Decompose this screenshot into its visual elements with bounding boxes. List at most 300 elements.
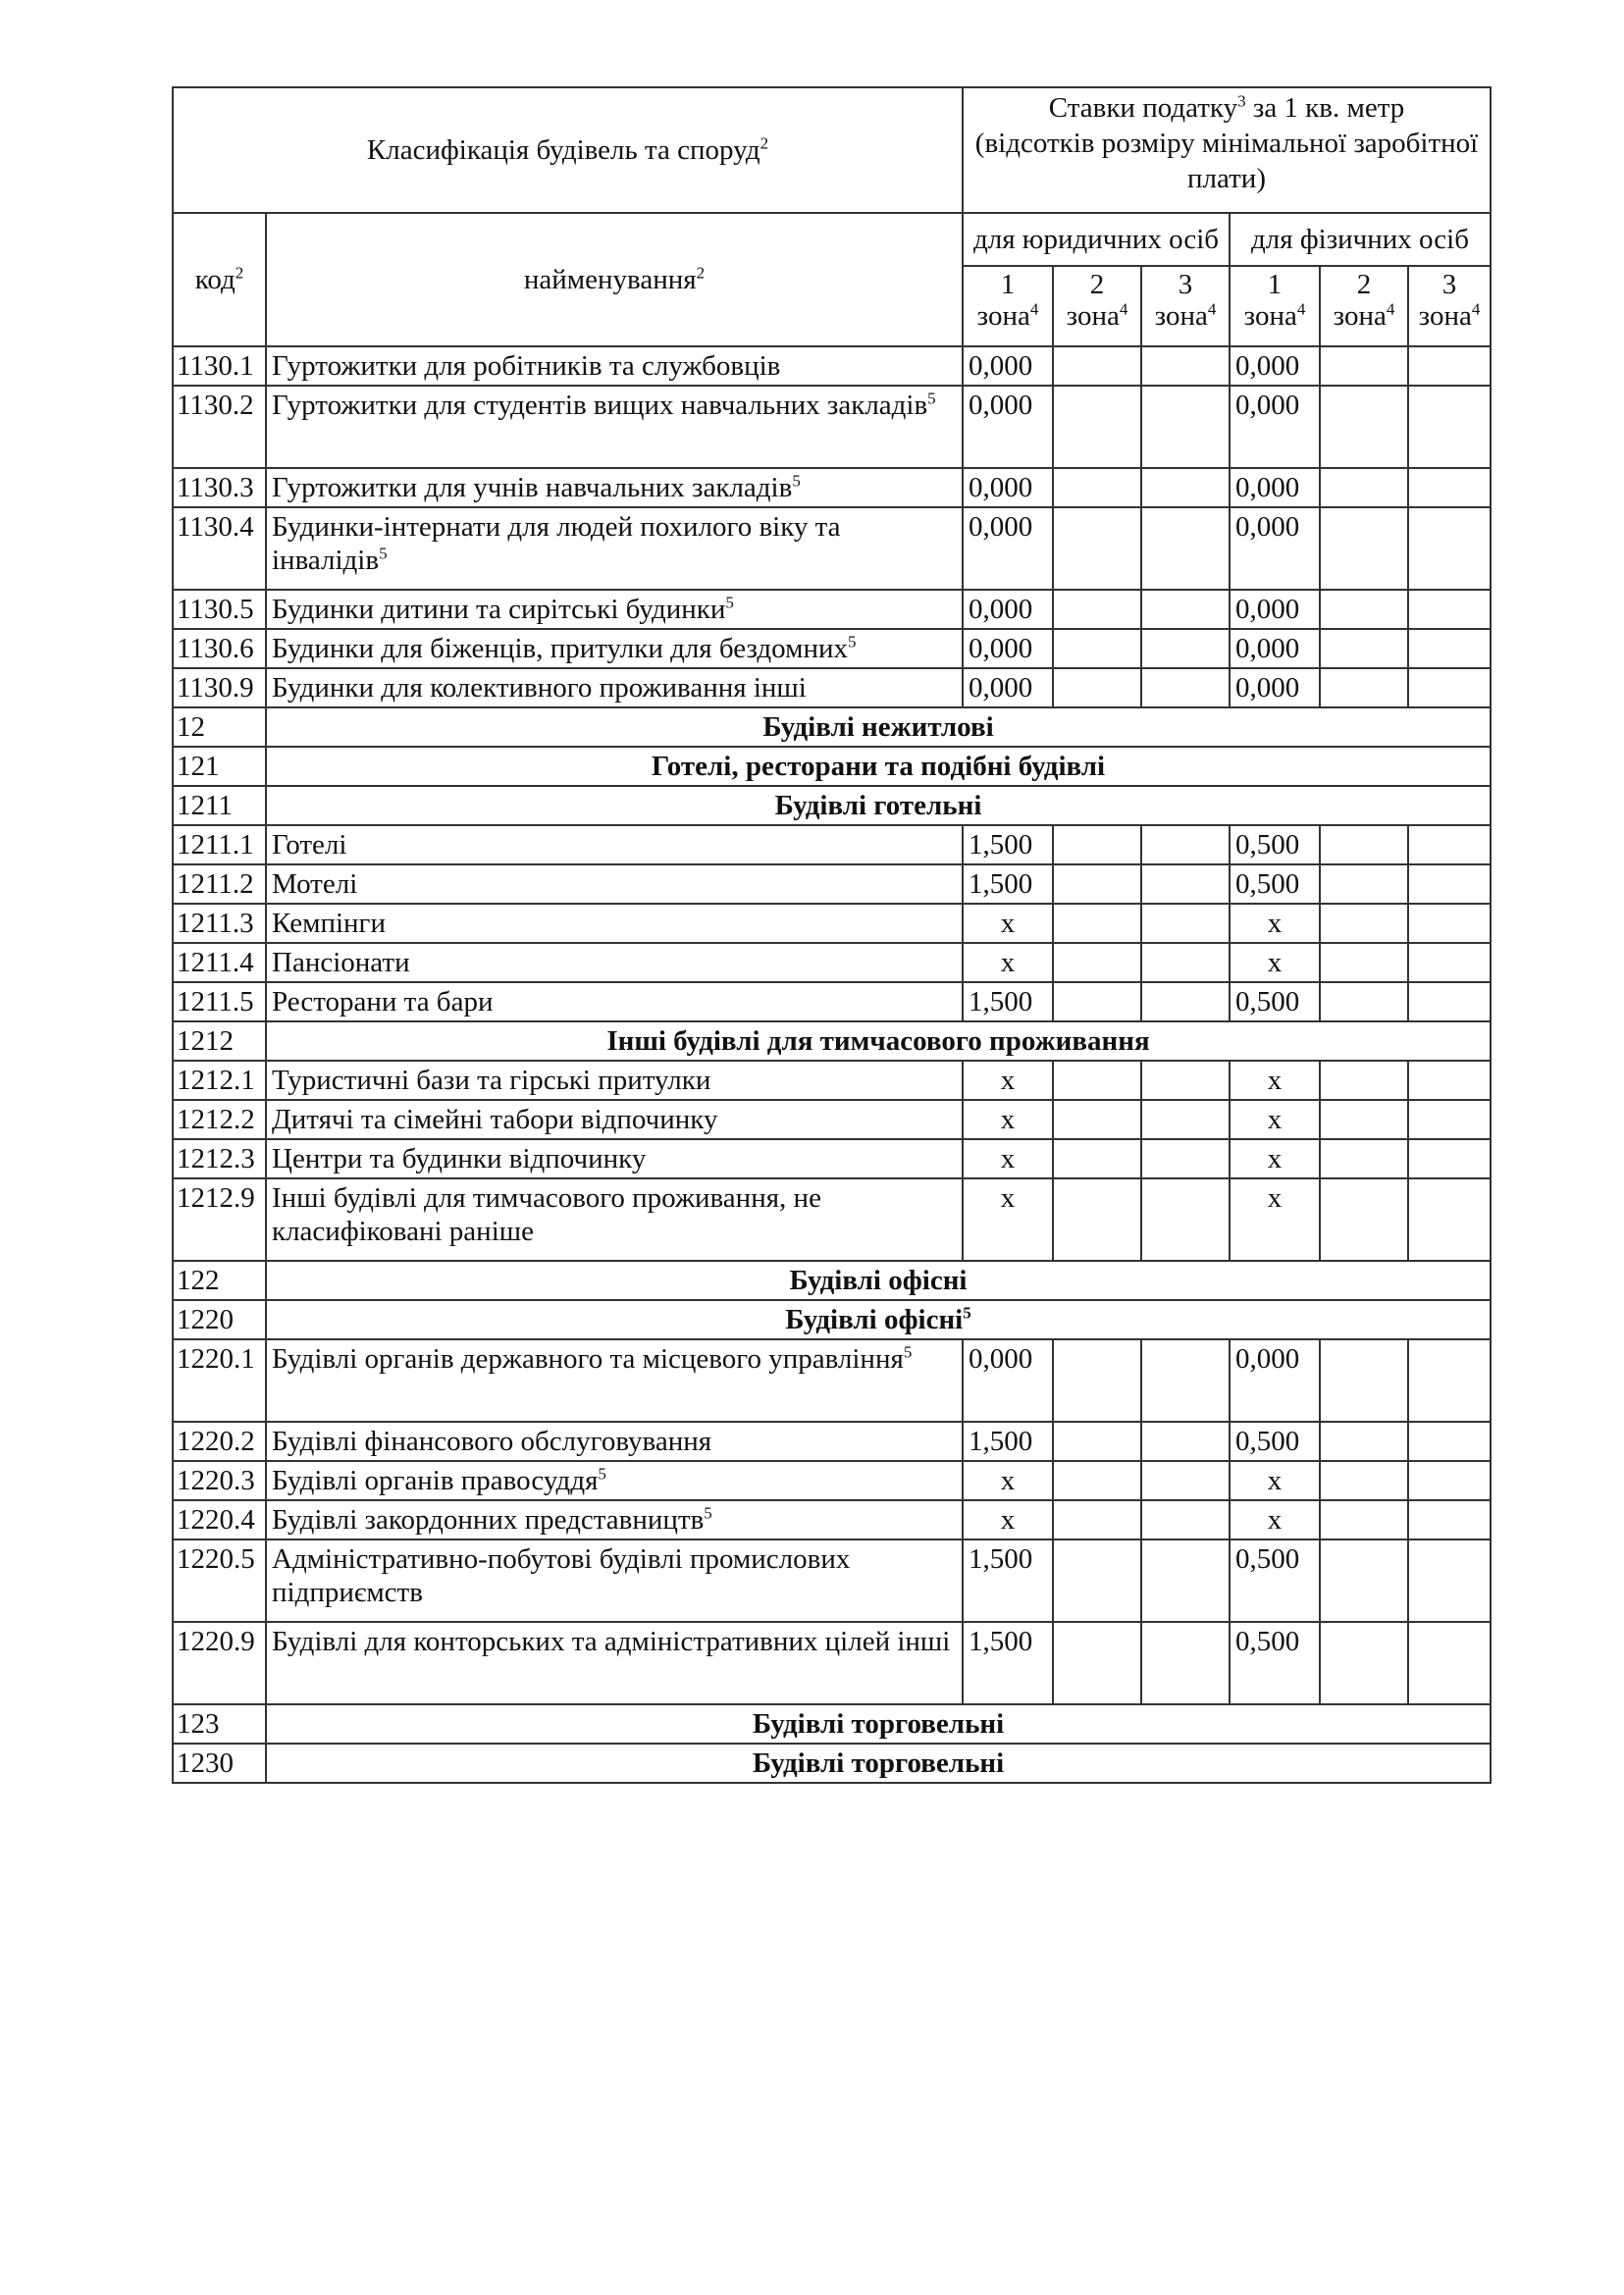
zone-header-cell <box>963 266 1053 346</box>
legal-zone3-rate <box>1141 904 1230 943</box>
individual-zone2-rate <box>1320 468 1408 507</box>
individual-zone1-rate: 0,000 <box>1230 346 1320 386</box>
row-name <box>266 1500 963 1539</box>
row-code: 1211.2 <box>173 864 266 904</box>
individual-zone1-rate: 0,500 <box>1230 982 1320 1021</box>
classification-header-note: 2 <box>760 133 769 153</box>
row-name-text: Гуртожитки для учнів навчальних закладів <box>272 472 793 503</box>
individual-zone1-rate: 0,000 <box>1230 668 1320 707</box>
section-title-text: Готелі, ресторани та подібні будівлі <box>651 751 1106 782</box>
individual-zone3-rate <box>1408 629 1491 668</box>
individual-zone1-rate: 0,500 <box>1230 864 1320 904</box>
row-code: 1211 <box>173 786 266 825</box>
individual-zone2-rate <box>1320 346 1408 386</box>
individual-zone1-rate: 0,500 <box>1230 825 1320 864</box>
table-row <box>173 904 1491 943</box>
individual-zone3-rate <box>1408 1622 1491 1704</box>
header-row-1 <box>173 87 1491 213</box>
legal-zone3-rate <box>1141 943 1230 982</box>
individual-zone1-rate: х <box>1230 1461 1320 1500</box>
row-name <box>266 590 963 629</box>
section-title-text: Будівлі торговельні <box>752 1708 1005 1740</box>
legal-zone2-rate <box>1053 825 1141 864</box>
individuals-header: для фізичних осіб <box>1230 213 1491 266</box>
legal-zone3-rate <box>1141 1461 1230 1500</box>
zone-note: 4 <box>1207 299 1217 319</box>
individual-zone3-rate <box>1408 1139 1491 1178</box>
individual-zone2-rate <box>1320 943 1408 982</box>
legal-zone3-rate <box>1141 1500 1230 1539</box>
zone-note: 4 <box>1119 299 1128 319</box>
row-name-text: Будівлі органів правосуддя <box>272 1465 599 1496</box>
legal-zone2-rate <box>1053 507 1141 590</box>
legal-zone1-rate: 1,500 <box>963 1422 1053 1461</box>
row-name-text: Туристичні бази та гірські притулки <box>272 1065 711 1096</box>
individual-zone2-rate <box>1320 1500 1408 1539</box>
tax-rate-header-text: Ставки податку <box>1048 92 1238 124</box>
row-name-text: Ресторани та бари <box>272 986 494 1017</box>
section-title <box>266 1021 1491 1061</box>
zone-label: зона <box>1418 300 1472 332</box>
zone-header-cell <box>1053 266 1141 346</box>
row-name-text: Інші будівлі для тимчасового проживання, не класифіковані раніше <box>272 1182 821 1247</box>
individual-zone3-rate <box>1408 507 1491 590</box>
row-name-text: Центри та будинки відпочинку <box>272 1143 647 1174</box>
individual-zone2-rate <box>1320 1539 1408 1622</box>
table-row <box>173 346 1491 386</box>
zone-label: зона <box>1243 300 1297 332</box>
individual-zone1-rate: 0,000 <box>1230 507 1320 590</box>
row-name <box>266 1178 963 1261</box>
row-code: 1130.9 <box>173 668 266 707</box>
row-name <box>266 386 963 468</box>
row-name <box>266 1622 963 1704</box>
zone-number: 1 <box>1267 269 1283 300</box>
individual-zone1-rate: 0,000 <box>1230 590 1320 629</box>
zone-label: зона <box>1066 300 1120 332</box>
row-name <box>266 1061 963 1100</box>
legal-zone3-rate <box>1141 825 1230 864</box>
section-row <box>173 747 1491 786</box>
row-code: 1220 <box>173 1300 266 1339</box>
row-name-text: Готелі <box>272 829 347 861</box>
legal-zone1-rate: 0,000 <box>963 507 1053 590</box>
individual-zone3-rate <box>1408 1461 1491 1500</box>
row-code: 1220.9 <box>173 1622 266 1704</box>
individual-zone1-rate: х <box>1230 1500 1320 1539</box>
tax-rates-table <box>172 86 1492 1784</box>
individual-zone1-rate: 0,500 <box>1230 1422 1320 1461</box>
code-header-note: 2 <box>235 263 244 283</box>
row-code: 1130.4 <box>173 507 266 590</box>
footnote-marker: 5 <box>963 1303 971 1323</box>
row-name-text: Гуртожитки для робітників та службовців <box>272 350 781 382</box>
zone-header-cell <box>1320 266 1408 346</box>
row-code: 1130.5 <box>173 590 266 629</box>
zone-note: 4 <box>1029 299 1039 319</box>
table-row <box>173 590 1491 629</box>
legal-zone1-rate: 1,500 <box>963 982 1053 1021</box>
row-name-text: Будівлі для конторських та адміністративних цілей інші <box>272 1626 951 1657</box>
legal-zone2-rate <box>1053 864 1141 904</box>
table-row <box>173 982 1491 1021</box>
legal-zone1-rate: х <box>963 1178 1053 1261</box>
table-row <box>173 1139 1491 1178</box>
classification-header-text: Класифікація будівель та споруд <box>366 134 760 166</box>
row-name <box>266 825 963 864</box>
legal-zone2-rate <box>1053 1100 1141 1139</box>
legal-zone2-rate <box>1053 590 1141 629</box>
individual-zone3-rate <box>1408 1100 1491 1139</box>
legal-zone2-rate <box>1053 982 1141 1021</box>
individual-zone2-rate <box>1320 629 1408 668</box>
legal-zone3-rate <box>1141 346 1230 386</box>
individual-zone1-rate: 0,000 <box>1230 468 1320 507</box>
legal-zone3-rate <box>1141 629 1230 668</box>
section-title-text: Будівлі готельні <box>774 790 982 821</box>
legal-zone2-rate <box>1053 1461 1141 1500</box>
section-row <box>173 1261 1491 1300</box>
header-row-2 <box>173 213 1491 266</box>
row-name-text: Дитячі та сімейні табори відпочинку <box>272 1104 718 1135</box>
row-code: 1130.3 <box>173 468 266 507</box>
section-title-text: Будівлі офісні <box>789 1265 968 1296</box>
zone-number: 3 <box>1441 269 1457 300</box>
legal-zone3-rate <box>1141 864 1230 904</box>
individual-zone3-rate <box>1408 346 1491 386</box>
individual-zone2-rate <box>1320 864 1408 904</box>
section-title-text: Будівлі торговельні <box>752 1747 1005 1779</box>
legal-zone1-rate: х <box>963 1061 1053 1100</box>
zone-header-cell <box>1408 266 1491 346</box>
zone-number: 2 <box>1356 269 1372 300</box>
footnote-marker: 5 <box>379 544 388 563</box>
tax-rate-header-subtext: (відсотків розміру мінімальної заробітної плати) <box>974 128 1479 194</box>
individual-zone3-rate <box>1408 386 1491 468</box>
row-code: 1230 <box>173 1744 266 1783</box>
classification-header <box>173 87 963 213</box>
table-row <box>173 386 1491 468</box>
row-name <box>266 629 963 668</box>
row-name <box>266 982 963 1021</box>
row-name <box>266 1422 963 1461</box>
table-row <box>173 943 1491 982</box>
legal-zone1-rate: х <box>963 1100 1053 1139</box>
legal-zone1-rate: 1,500 <box>963 1622 1053 1704</box>
individual-zone3-rate <box>1408 982 1491 1021</box>
legal-zone3-rate <box>1141 507 1230 590</box>
row-code: 1130.1 <box>173 346 266 386</box>
section-row <box>173 707 1491 747</box>
legal-zone2-rate <box>1053 346 1141 386</box>
legal-zone3-rate <box>1141 468 1230 507</box>
individual-zone2-rate <box>1320 1100 1408 1139</box>
row-code: 121 <box>173 747 266 786</box>
legal-zone1-rate: 0,000 <box>963 1339 1053 1422</box>
row-code: 1212.9 <box>173 1178 266 1261</box>
footnote-marker: 5 <box>792 471 801 491</box>
table-row <box>173 468 1491 507</box>
legal-zone1-rate: 0,000 <box>963 629 1053 668</box>
zone-label: зона <box>1333 300 1387 332</box>
individual-zone1-rate: 0,500 <box>1230 1539 1320 1622</box>
section-row <box>173 1300 1491 1339</box>
legal-zone1-rate: 0,000 <box>963 468 1053 507</box>
section-title-text: Будівлі нежитлові <box>762 711 994 743</box>
table-row <box>173 1461 1491 1500</box>
row-name-text: Будівлі фінансового обслуговування <box>272 1426 712 1457</box>
row-name <box>266 507 963 590</box>
legal-zone2-rate <box>1053 1500 1141 1539</box>
tax-rates-document <box>172 86 1490 1784</box>
zone-note: 4 <box>1296 299 1306 319</box>
legal-zone2-rate <box>1053 1178 1141 1261</box>
footnote-marker: 5 <box>725 593 734 612</box>
row-name <box>266 668 963 707</box>
individual-zone3-rate <box>1408 1422 1491 1461</box>
row-code: 123 <box>173 1704 266 1744</box>
row-code: 1220.4 <box>173 1500 266 1539</box>
individual-zone2-rate <box>1320 1178 1408 1261</box>
row-name <box>266 1461 963 1500</box>
table-row <box>173 1539 1491 1622</box>
individual-zone2-rate <box>1320 1622 1408 1704</box>
zone-note: 4 <box>1471 299 1481 319</box>
legal-zone1-rate: 1,500 <box>963 864 1053 904</box>
legal-zone1-rate: 0,000 <box>963 590 1053 629</box>
legal-zone1-rate: 1,500 <box>963 825 1053 864</box>
row-code: 1130.2 <box>173 386 266 468</box>
legal-zone2-rate <box>1053 1622 1141 1704</box>
legal-zone2-rate <box>1053 668 1141 707</box>
row-code: 1220.5 <box>173 1539 266 1622</box>
zone-note: 4 <box>1386 299 1395 319</box>
zone-header-cell <box>1230 266 1320 346</box>
individual-zone1-rate: х <box>1230 1061 1320 1100</box>
row-name-text: Будинки-інтернати для людей похилого віку та інвалідів <box>272 511 841 576</box>
individual-zone2-rate <box>1320 825 1408 864</box>
individual-zone3-rate <box>1408 864 1491 904</box>
row-code: 1212.1 <box>173 1061 266 1100</box>
table-row <box>173 1500 1491 1539</box>
row-code: 1211.4 <box>173 943 266 982</box>
table-row <box>173 1178 1491 1261</box>
row-name <box>266 1539 963 1622</box>
zone-number: 1 <box>1000 269 1016 300</box>
legal-zone3-rate <box>1141 1539 1230 1622</box>
legal-zone2-rate <box>1053 1061 1141 1100</box>
row-name-text: Пансіонати <box>272 947 410 978</box>
section-row <box>173 1021 1491 1061</box>
row-code: 122 <box>173 1261 266 1300</box>
individual-zone2-rate <box>1320 1139 1408 1178</box>
row-name <box>266 943 963 982</box>
row-name-text: Гуртожитки для студентів вищих навчальних закладів <box>272 390 928 421</box>
individual-zone1-rate: х <box>1230 904 1320 943</box>
individual-zone1-rate: х <box>1230 1139 1320 1178</box>
tax-rate-header <box>963 87 1491 213</box>
code-header <box>173 213 266 346</box>
row-name-text: Кемпінги <box>272 908 386 939</box>
tax-rate-header-unit: за 1 кв. метр <box>1245 92 1405 124</box>
legal-zone2-rate <box>1053 386 1141 468</box>
individual-zone2-rate <box>1320 1339 1408 1422</box>
individual-zone1-rate: х <box>1230 1178 1320 1261</box>
individual-zone1-rate: 0,000 <box>1230 386 1320 468</box>
legal-zone2-rate <box>1053 904 1141 943</box>
individual-zone3-rate <box>1408 1539 1491 1622</box>
section-title-text: Інші будівлі для тимчасового проживання <box>606 1025 1150 1057</box>
legal-zone3-rate <box>1141 1339 1230 1422</box>
section-title <box>266 1704 1491 1744</box>
legal-zone3-rate <box>1141 982 1230 1021</box>
individual-zone3-rate <box>1408 943 1491 982</box>
legal-zone3-rate <box>1141 1178 1230 1261</box>
individual-zone2-rate <box>1320 386 1408 468</box>
row-name <box>266 1339 963 1422</box>
zone-label: зона <box>976 300 1030 332</box>
section-row <box>173 1744 1491 1783</box>
zone-number: 3 <box>1178 269 1193 300</box>
tax-rate-header-note: 3 <box>1237 91 1246 111</box>
section-title <box>266 786 1491 825</box>
section-title <box>266 1261 1491 1300</box>
legal-zone1-rate: х <box>963 904 1053 943</box>
individual-zone2-rate <box>1320 904 1408 943</box>
legal-zone2-rate <box>1053 943 1141 982</box>
section-row <box>173 1704 1491 1744</box>
legal-zone1-rate: 1,500 <box>963 1539 1053 1622</box>
section-title <box>266 707 1491 747</box>
row-code: 1220.2 <box>173 1422 266 1461</box>
legal-zone2-rate <box>1053 629 1141 668</box>
footnote-marker: 5 <box>903 1342 913 1362</box>
row-name-text: Будівлі закордонних представництв <box>272 1504 705 1536</box>
individual-zone3-rate <box>1408 668 1491 707</box>
legal-zone1-rate: х <box>963 943 1053 982</box>
footnote-marker: 5 <box>927 389 936 408</box>
legal-zone2-rate <box>1053 1139 1141 1178</box>
row-code: 1130.6 <box>173 629 266 668</box>
legal-zone3-rate <box>1141 386 1230 468</box>
table-row <box>173 668 1491 707</box>
row-code: 1212.3 <box>173 1139 266 1178</box>
section-title-text: Будівлі офісні <box>785 1304 964 1335</box>
individual-zone1-rate: 0,000 <box>1230 1339 1320 1422</box>
individual-zone2-rate <box>1320 590 1408 629</box>
name-header-text: найменування <box>523 264 697 295</box>
row-name <box>266 904 963 943</box>
individual-zone2-rate <box>1320 668 1408 707</box>
individual-zone3-rate <box>1408 1178 1491 1261</box>
individual-zone3-rate <box>1408 1500 1491 1539</box>
individual-zone2-rate <box>1320 1422 1408 1461</box>
zone-label: зона <box>1154 300 1208 332</box>
table-row <box>173 1622 1491 1704</box>
legal-zone2-rate <box>1053 1539 1141 1622</box>
row-name <box>266 1100 963 1139</box>
legal-zone3-rate <box>1141 1422 1230 1461</box>
table-row <box>173 507 1491 590</box>
zone-number: 2 <box>1089 269 1105 300</box>
zone-header-cell <box>1141 266 1230 346</box>
row-name-text: Будівлі органів державного та місцевого управління <box>272 1343 904 1375</box>
individual-zone3-rate <box>1408 1061 1491 1100</box>
table-row <box>173 825 1491 864</box>
individual-zone2-rate <box>1320 1061 1408 1100</box>
table-row <box>173 864 1491 904</box>
legal-entities-header: для юридичних осіб <box>963 213 1230 266</box>
row-name-text: Будинки дитини та сирітські будинки <box>272 594 726 625</box>
legal-zone3-rate <box>1141 1061 1230 1100</box>
legal-zone1-rate: х <box>963 1139 1053 1178</box>
code-header-text: код <box>194 264 236 295</box>
row-name-text: Мотелі <box>272 868 358 900</box>
footnote-marker: 5 <box>848 632 857 652</box>
legal-zone2-rate <box>1053 1339 1141 1422</box>
individual-zone3-rate <box>1408 825 1491 864</box>
individual-zone1-rate: 0,000 <box>1230 629 1320 668</box>
row-name <box>266 864 963 904</box>
row-name <box>266 346 963 386</box>
individual-zone3-rate <box>1408 1339 1491 1422</box>
individual-zone1-rate: х <box>1230 943 1320 982</box>
individual-zone1-rate: х <box>1230 1100 1320 1139</box>
name-header-note: 2 <box>696 263 706 283</box>
legal-zone3-rate <box>1141 668 1230 707</box>
row-code: 1212 <box>173 1021 266 1061</box>
table-body <box>173 346 1491 1783</box>
legal-zone3-rate <box>1141 1622 1230 1704</box>
table-row <box>173 1339 1491 1422</box>
name-header <box>266 213 963 346</box>
individual-zone2-rate <box>1320 507 1408 590</box>
legal-zone2-rate <box>1053 468 1141 507</box>
legal-zone2-rate <box>1053 1422 1141 1461</box>
row-code: 1220.3 <box>173 1461 266 1500</box>
row-name <box>266 468 963 507</box>
legal-zone3-rate <box>1141 1139 1230 1178</box>
legal-zone1-rate: 0,000 <box>963 668 1053 707</box>
row-name <box>266 1139 963 1178</box>
legal-zone1-rate: х <box>963 1461 1053 1500</box>
individual-zone2-rate <box>1320 982 1408 1021</box>
row-code: 1212.2 <box>173 1100 266 1139</box>
footnote-marker: 5 <box>598 1464 606 1484</box>
legal-zone1-rate: х <box>963 1500 1053 1539</box>
footnote-marker: 5 <box>704 1503 712 1523</box>
row-code: 12 <box>173 707 266 747</box>
row-code: 1211.5 <box>173 982 266 1021</box>
row-code: 1211.3 <box>173 904 266 943</box>
individual-zone2-rate <box>1320 1461 1408 1500</box>
legal-zone3-rate <box>1141 1100 1230 1139</box>
row-name-text: Будинки для колективного проживання інші <box>272 672 807 704</box>
individual-zone3-rate <box>1408 590 1491 629</box>
legal-zone3-rate <box>1141 590 1230 629</box>
section-title <box>266 747 1491 786</box>
individual-zone3-rate <box>1408 904 1491 943</box>
legal-zone1-rate: 0,000 <box>963 386 1053 468</box>
individual-zone1-rate: 0,500 <box>1230 1622 1320 1704</box>
legal-zone1-rate: 0,000 <box>963 346 1053 386</box>
table-row <box>173 1061 1491 1100</box>
row-name-text: Будинки для біженців, притулки для бездомних <box>272 633 849 664</box>
table-row <box>173 629 1491 668</box>
individual-zone3-rate <box>1408 468 1491 507</box>
row-code: 1211.1 <box>173 825 266 864</box>
table-row <box>173 1422 1491 1461</box>
